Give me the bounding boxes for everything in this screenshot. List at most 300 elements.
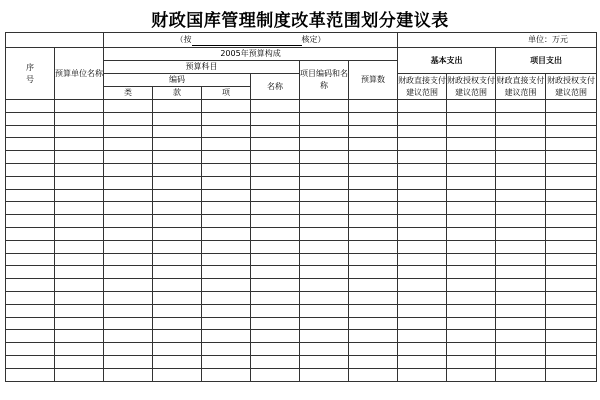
table-cell[interactable] <box>104 317 153 330</box>
table-cell[interactable] <box>300 112 349 125</box>
project-expenditure-header: 项目支出 <box>496 48 597 74</box>
table-cell[interactable] <box>349 189 398 202</box>
table-cell[interactable] <box>546 291 597 304</box>
table-cell[interactable] <box>349 176 398 189</box>
table-cell[interactable] <box>251 304 300 317</box>
table-cell[interactable] <box>546 112 597 125</box>
table-cell[interactable] <box>496 227 546 240</box>
table-cell[interactable] <box>349 279 398 292</box>
table-cell[interactable] <box>251 253 300 266</box>
table-cell[interactable] <box>202 125 251 138</box>
table-cell[interactable] <box>251 215 300 228</box>
table-cell[interactable] <box>251 112 300 125</box>
table-cell[interactable] <box>349 227 398 240</box>
table-cell[interactable] <box>202 343 251 356</box>
table-cell[interactable] <box>447 125 496 138</box>
table-cell[interactable] <box>251 202 300 215</box>
table-cell[interactable] <box>447 202 496 215</box>
table-cell[interactable] <box>447 304 496 317</box>
table-cell[interactable] <box>496 317 546 330</box>
table-cell[interactable] <box>496 151 546 164</box>
table-cell[interactable] <box>55 100 104 113</box>
table-row <box>6 343 597 356</box>
table-cell[interactable] <box>496 279 546 292</box>
table-cell[interactable] <box>202 330 251 343</box>
table-cell[interactable] <box>300 189 349 202</box>
table-cell[interactable] <box>202 279 251 292</box>
table-cell[interactable] <box>349 317 398 330</box>
table-cell[interactable] <box>349 240 398 253</box>
table-cell[interactable] <box>6 279 55 292</box>
table-cell[interactable] <box>251 330 300 343</box>
table-cell[interactable] <box>6 202 55 215</box>
table-cell[interactable] <box>55 304 104 317</box>
table-cell[interactable] <box>202 215 251 228</box>
table-cell[interactable] <box>6 368 55 381</box>
table-cell[interactable] <box>202 202 251 215</box>
table-cell[interactable] <box>55 202 104 215</box>
table-cell[interactable] <box>55 343 104 356</box>
table-cell[interactable] <box>300 291 349 304</box>
table-cell[interactable] <box>153 215 202 228</box>
table-cell[interactable] <box>447 279 496 292</box>
table-cell[interactable] <box>104 138 153 151</box>
table-cell[interactable] <box>447 163 496 176</box>
table-cell[interactable] <box>300 227 349 240</box>
table-cell[interactable] <box>104 125 153 138</box>
table-cell[interactable] <box>6 112 55 125</box>
table-cell[interactable] <box>300 125 349 138</box>
table-row <box>6 176 597 189</box>
table-cell[interactable] <box>104 189 153 202</box>
table-cell[interactable] <box>546 189 597 202</box>
table-cell[interactable] <box>447 253 496 266</box>
table-cell[interactable] <box>398 279 447 292</box>
table-cell[interactable] <box>398 343 447 356</box>
table-cell[interactable] <box>6 343 55 356</box>
table-cell[interactable] <box>55 227 104 240</box>
table-cell[interactable] <box>496 368 546 381</box>
table-cell[interactable] <box>202 163 251 176</box>
table-cell[interactable] <box>398 291 447 304</box>
seq-header <box>6 48 55 100</box>
code-header: 编码 <box>104 74 251 87</box>
table-cell[interactable] <box>251 279 300 292</box>
table-cell[interactable] <box>55 279 104 292</box>
table-cell[interactable] <box>496 176 546 189</box>
table-cell[interactable] <box>546 266 597 279</box>
table-cell[interactable] <box>153 100 202 113</box>
table-cell[interactable] <box>6 227 55 240</box>
table-cell[interactable] <box>55 330 104 343</box>
table-cell[interactable] <box>447 330 496 343</box>
table-cell[interactable] <box>398 330 447 343</box>
table-cell[interactable] <box>546 125 597 138</box>
table-cell[interactable] <box>251 176 300 189</box>
table-cell[interactable] <box>496 100 546 113</box>
table-cell[interactable] <box>398 304 447 317</box>
table-cell[interactable] <box>6 176 55 189</box>
table-cell[interactable] <box>251 227 300 240</box>
table-cell[interactable] <box>104 227 153 240</box>
table-cell[interactable] <box>546 355 597 368</box>
table-cell[interactable] <box>202 240 251 253</box>
table-cell[interactable] <box>55 355 104 368</box>
table-cell[interactable] <box>153 330 202 343</box>
table-cell[interactable] <box>496 330 546 343</box>
table-row <box>6 189 597 202</box>
table-cell[interactable] <box>300 317 349 330</box>
table-cell[interactable] <box>55 138 104 151</box>
table-cell[interactable] <box>496 189 546 202</box>
table-cell[interactable] <box>153 125 202 138</box>
table-row <box>6 202 597 215</box>
table-cell[interactable] <box>349 343 398 356</box>
table-cell[interactable] <box>447 355 496 368</box>
table-cell[interactable] <box>55 151 104 164</box>
table-cell[interactable] <box>546 202 597 215</box>
table-cell[interactable] <box>546 253 597 266</box>
subheader-spacer <box>6 33 104 48</box>
table-cell[interactable] <box>251 240 300 253</box>
table-cell[interactable] <box>300 100 349 113</box>
table-cell[interactable] <box>300 266 349 279</box>
table-cell[interactable] <box>104 368 153 381</box>
table-cell[interactable] <box>496 304 546 317</box>
table-cell[interactable] <box>202 253 251 266</box>
table-cell[interactable] <box>300 355 349 368</box>
table-cell[interactable] <box>447 368 496 381</box>
table-cell[interactable] <box>300 176 349 189</box>
table-cell[interactable] <box>6 215 55 228</box>
table-cell[interactable] <box>55 240 104 253</box>
table-cell[interactable] <box>251 138 300 151</box>
table-cell[interactable] <box>398 100 447 113</box>
table-cell[interactable] <box>153 355 202 368</box>
seq-header-line-1: 序 <box>26 62 34 72</box>
table-cell[interactable] <box>398 125 447 138</box>
table-cell[interactable] <box>251 368 300 381</box>
table-cell[interactable] <box>349 266 398 279</box>
table-cell[interactable] <box>104 279 153 292</box>
table-cell[interactable] <box>202 112 251 125</box>
table-cell[interactable] <box>104 253 153 266</box>
basis-cell <box>104 33 398 48</box>
table-cell[interactable] <box>55 368 104 381</box>
basic-authorized-header: 财政授权支付建议范围 <box>447 74 496 100</box>
unit-name-header: 预算单位名称 <box>55 48 104 100</box>
table-cell[interactable] <box>202 291 251 304</box>
table-cell[interactable] <box>349 253 398 266</box>
table-cell[interactable] <box>153 343 202 356</box>
table-cell[interactable] <box>447 151 496 164</box>
table-cell[interactable] <box>104 100 153 113</box>
table-cell[interactable] <box>447 266 496 279</box>
table-cell[interactable] <box>398 317 447 330</box>
table-cell[interactable] <box>153 253 202 266</box>
table-cell[interactable] <box>153 317 202 330</box>
table-cell[interactable] <box>546 304 597 317</box>
table-cell[interactable] <box>546 215 597 228</box>
table-cell[interactable] <box>6 304 55 317</box>
table-cell[interactable] <box>104 112 153 125</box>
table-row <box>6 368 597 381</box>
table-cell[interactable] <box>546 100 597 113</box>
table-cell[interactable] <box>202 138 251 151</box>
table-row <box>6 355 597 368</box>
table-cell[interactable] <box>300 202 349 215</box>
table-cell[interactable] <box>447 240 496 253</box>
table-cell[interactable] <box>447 291 496 304</box>
table-cell[interactable] <box>202 176 251 189</box>
table-cell[interactable] <box>300 343 349 356</box>
table-cell[interactable] <box>153 266 202 279</box>
table-cell[interactable] <box>546 138 597 151</box>
table-cell[interactable] <box>349 151 398 164</box>
header-row-1 <box>6 48 597 61</box>
table-cell[interactable] <box>398 202 447 215</box>
table-row <box>6 240 597 253</box>
table-cell[interactable] <box>6 163 55 176</box>
table-cell[interactable] <box>251 343 300 356</box>
table-cell[interactable] <box>496 163 546 176</box>
basic-direct-header: 财政直接支付建议范围 <box>398 74 447 100</box>
table-row <box>6 304 597 317</box>
table-cell[interactable] <box>251 163 300 176</box>
table-cell[interactable] <box>398 368 447 381</box>
table-cell[interactable] <box>153 304 202 317</box>
basis-blank-line[interactable] <box>192 36 302 46</box>
table-cell[interactable] <box>153 368 202 381</box>
table-cell[interactable] <box>546 176 597 189</box>
table-cell[interactable] <box>202 355 251 368</box>
table-cell[interactable] <box>104 355 153 368</box>
table-cell[interactable] <box>447 176 496 189</box>
table-cell[interactable] <box>349 125 398 138</box>
table-cell[interactable] <box>546 227 597 240</box>
table-cell[interactable] <box>447 189 496 202</box>
table-cell[interactable] <box>55 189 104 202</box>
table-cell[interactable] <box>55 253 104 266</box>
table-cell[interactable] <box>6 291 55 304</box>
table-cell[interactable] <box>496 291 546 304</box>
table-cell[interactable] <box>153 151 202 164</box>
table-row <box>6 151 597 164</box>
table-cell[interactable] <box>6 266 55 279</box>
table-cell[interactable] <box>300 304 349 317</box>
table-cell[interactable] <box>104 291 153 304</box>
table-cell[interactable] <box>55 163 104 176</box>
table-row <box>6 163 597 176</box>
table-cell[interactable] <box>202 368 251 381</box>
table-cell[interactable] <box>251 355 300 368</box>
table-cell[interactable] <box>300 253 349 266</box>
table-cell[interactable] <box>546 317 597 330</box>
table-cell[interactable] <box>447 317 496 330</box>
project-authorized-header: 财政授权支付建议范围 <box>546 74 597 100</box>
table-cell[interactable] <box>55 176 104 189</box>
table-cell[interactable] <box>202 151 251 164</box>
table-row <box>6 253 597 266</box>
table-cell[interactable] <box>349 304 398 317</box>
table-cell[interactable] <box>6 317 55 330</box>
table-cell[interactable] <box>398 138 447 151</box>
table-cell[interactable] <box>496 112 546 125</box>
project-direct-header: 财政直接支付建议范围 <box>496 74 546 100</box>
project-code-name-header: 项目编码和名称 <box>300 61 349 100</box>
table-cell[interactable] <box>251 291 300 304</box>
table-cell[interactable] <box>496 240 546 253</box>
table-cell[interactable] <box>398 151 447 164</box>
table-cell[interactable] <box>349 355 398 368</box>
table-cell[interactable] <box>300 151 349 164</box>
table-cell[interactable] <box>153 279 202 292</box>
table-cell[interactable] <box>349 202 398 215</box>
table-cell[interactable] <box>398 266 447 279</box>
table-cell[interactable] <box>251 317 300 330</box>
table-cell[interactable] <box>6 151 55 164</box>
table-cell[interactable] <box>6 355 55 368</box>
table-cell[interactable] <box>398 112 447 125</box>
table-cell[interactable] <box>546 330 597 343</box>
table-cell[interactable] <box>153 176 202 189</box>
table-cell[interactable] <box>55 317 104 330</box>
table-row <box>6 227 597 240</box>
table-cell[interactable] <box>104 330 153 343</box>
table-cell[interactable] <box>202 266 251 279</box>
table-row <box>6 125 597 138</box>
table-cell[interactable] <box>300 279 349 292</box>
table-row <box>6 291 597 304</box>
table-cell[interactable] <box>398 253 447 266</box>
table-cell[interactable] <box>6 330 55 343</box>
table-cell[interactable] <box>300 330 349 343</box>
table-cell[interactable] <box>546 151 597 164</box>
table-cell[interactable] <box>202 189 251 202</box>
table-cell[interactable] <box>153 240 202 253</box>
table-cell[interactable] <box>104 215 153 228</box>
table-cell[interactable] <box>300 163 349 176</box>
table-cell[interactable] <box>398 355 447 368</box>
table-cell[interactable] <box>202 317 251 330</box>
table-cell[interactable] <box>398 215 447 228</box>
table-cell[interactable] <box>496 355 546 368</box>
table-cell[interactable] <box>546 240 597 253</box>
form-title: 财政国库管理制度改革范围划分建议表 <box>151 11 449 31</box>
table-cell[interactable] <box>202 304 251 317</box>
table-cell[interactable] <box>496 202 546 215</box>
table-cell[interactable] <box>349 112 398 125</box>
table-cell[interactable] <box>153 227 202 240</box>
table-cell[interactable] <box>153 112 202 125</box>
table-cell[interactable] <box>496 343 546 356</box>
table-cell[interactable] <box>55 112 104 125</box>
table-cell[interactable] <box>104 266 153 279</box>
table-cell[interactable] <box>202 100 251 113</box>
table-cell[interactable] <box>546 279 597 292</box>
table-cell[interactable] <box>349 330 398 343</box>
table-cell[interactable] <box>55 266 104 279</box>
table-cell[interactable] <box>349 138 398 151</box>
table-row <box>6 138 597 151</box>
table-cell[interactable] <box>104 202 153 215</box>
table-cell[interactable] <box>6 253 55 266</box>
table-cell[interactable] <box>251 189 300 202</box>
table-cell[interactable] <box>6 240 55 253</box>
table-cell[interactable] <box>153 138 202 151</box>
table-cell[interactable] <box>6 125 55 138</box>
table-cell[interactable] <box>300 215 349 228</box>
table-cell[interactable] <box>546 163 597 176</box>
table-cell[interactable] <box>104 151 153 164</box>
table-cell[interactable] <box>104 163 153 176</box>
table-cell[interactable] <box>202 227 251 240</box>
table-cell[interactable] <box>447 112 496 125</box>
table-cell[interactable] <box>398 176 447 189</box>
table-cell[interactable] <box>398 163 447 176</box>
table-row <box>6 266 597 279</box>
table-cell[interactable] <box>251 100 300 113</box>
table-cell[interactable] <box>153 291 202 304</box>
table-cell[interactable] <box>300 138 349 151</box>
table-row <box>6 279 597 292</box>
table-cell[interactable] <box>153 163 202 176</box>
table-cell[interactable] <box>104 240 153 253</box>
table-cell[interactable] <box>104 304 153 317</box>
table-cell[interactable] <box>496 215 546 228</box>
table-cell[interactable] <box>496 125 546 138</box>
table-cell[interactable] <box>251 125 300 138</box>
table-cell[interactable] <box>496 138 546 151</box>
table-cell[interactable] <box>398 189 447 202</box>
table-row <box>6 112 597 125</box>
table-cell[interactable] <box>251 151 300 164</box>
table-cell[interactable] <box>349 100 398 113</box>
table-cell[interactable] <box>300 368 349 381</box>
table-cell[interactable] <box>546 368 597 381</box>
table-row <box>6 215 597 228</box>
table-cell[interactable] <box>104 343 153 356</box>
table-cell[interactable] <box>398 227 447 240</box>
table-cell[interactable] <box>153 189 202 202</box>
table-cell[interactable] <box>6 100 55 113</box>
table-cell[interactable] <box>447 227 496 240</box>
table-cell[interactable] <box>251 266 300 279</box>
table-cell[interactable] <box>546 343 597 356</box>
table-row <box>6 100 597 113</box>
table-cell[interactable] <box>6 138 55 151</box>
table-cell[interactable] <box>447 100 496 113</box>
table-cell[interactable] <box>349 368 398 381</box>
table-cell[interactable] <box>6 189 55 202</box>
unit-label: 单位：万元 <box>398 33 597 48</box>
table-cell[interactable] <box>104 176 153 189</box>
table-cell[interactable] <box>300 240 349 253</box>
table-cell[interactable] <box>398 240 447 253</box>
table-cell[interactable] <box>447 138 496 151</box>
table-cell[interactable] <box>447 343 496 356</box>
table-cell[interactable] <box>55 125 104 138</box>
table-cell[interactable] <box>349 215 398 228</box>
table-cell[interactable] <box>447 215 496 228</box>
table-cell[interactable] <box>153 202 202 215</box>
table-cell[interactable] <box>349 163 398 176</box>
table-cell[interactable] <box>496 253 546 266</box>
table-cell[interactable] <box>496 266 546 279</box>
table-cell[interactable] <box>55 215 104 228</box>
table-cell[interactable] <box>349 291 398 304</box>
table-cell[interactable] <box>55 291 104 304</box>
